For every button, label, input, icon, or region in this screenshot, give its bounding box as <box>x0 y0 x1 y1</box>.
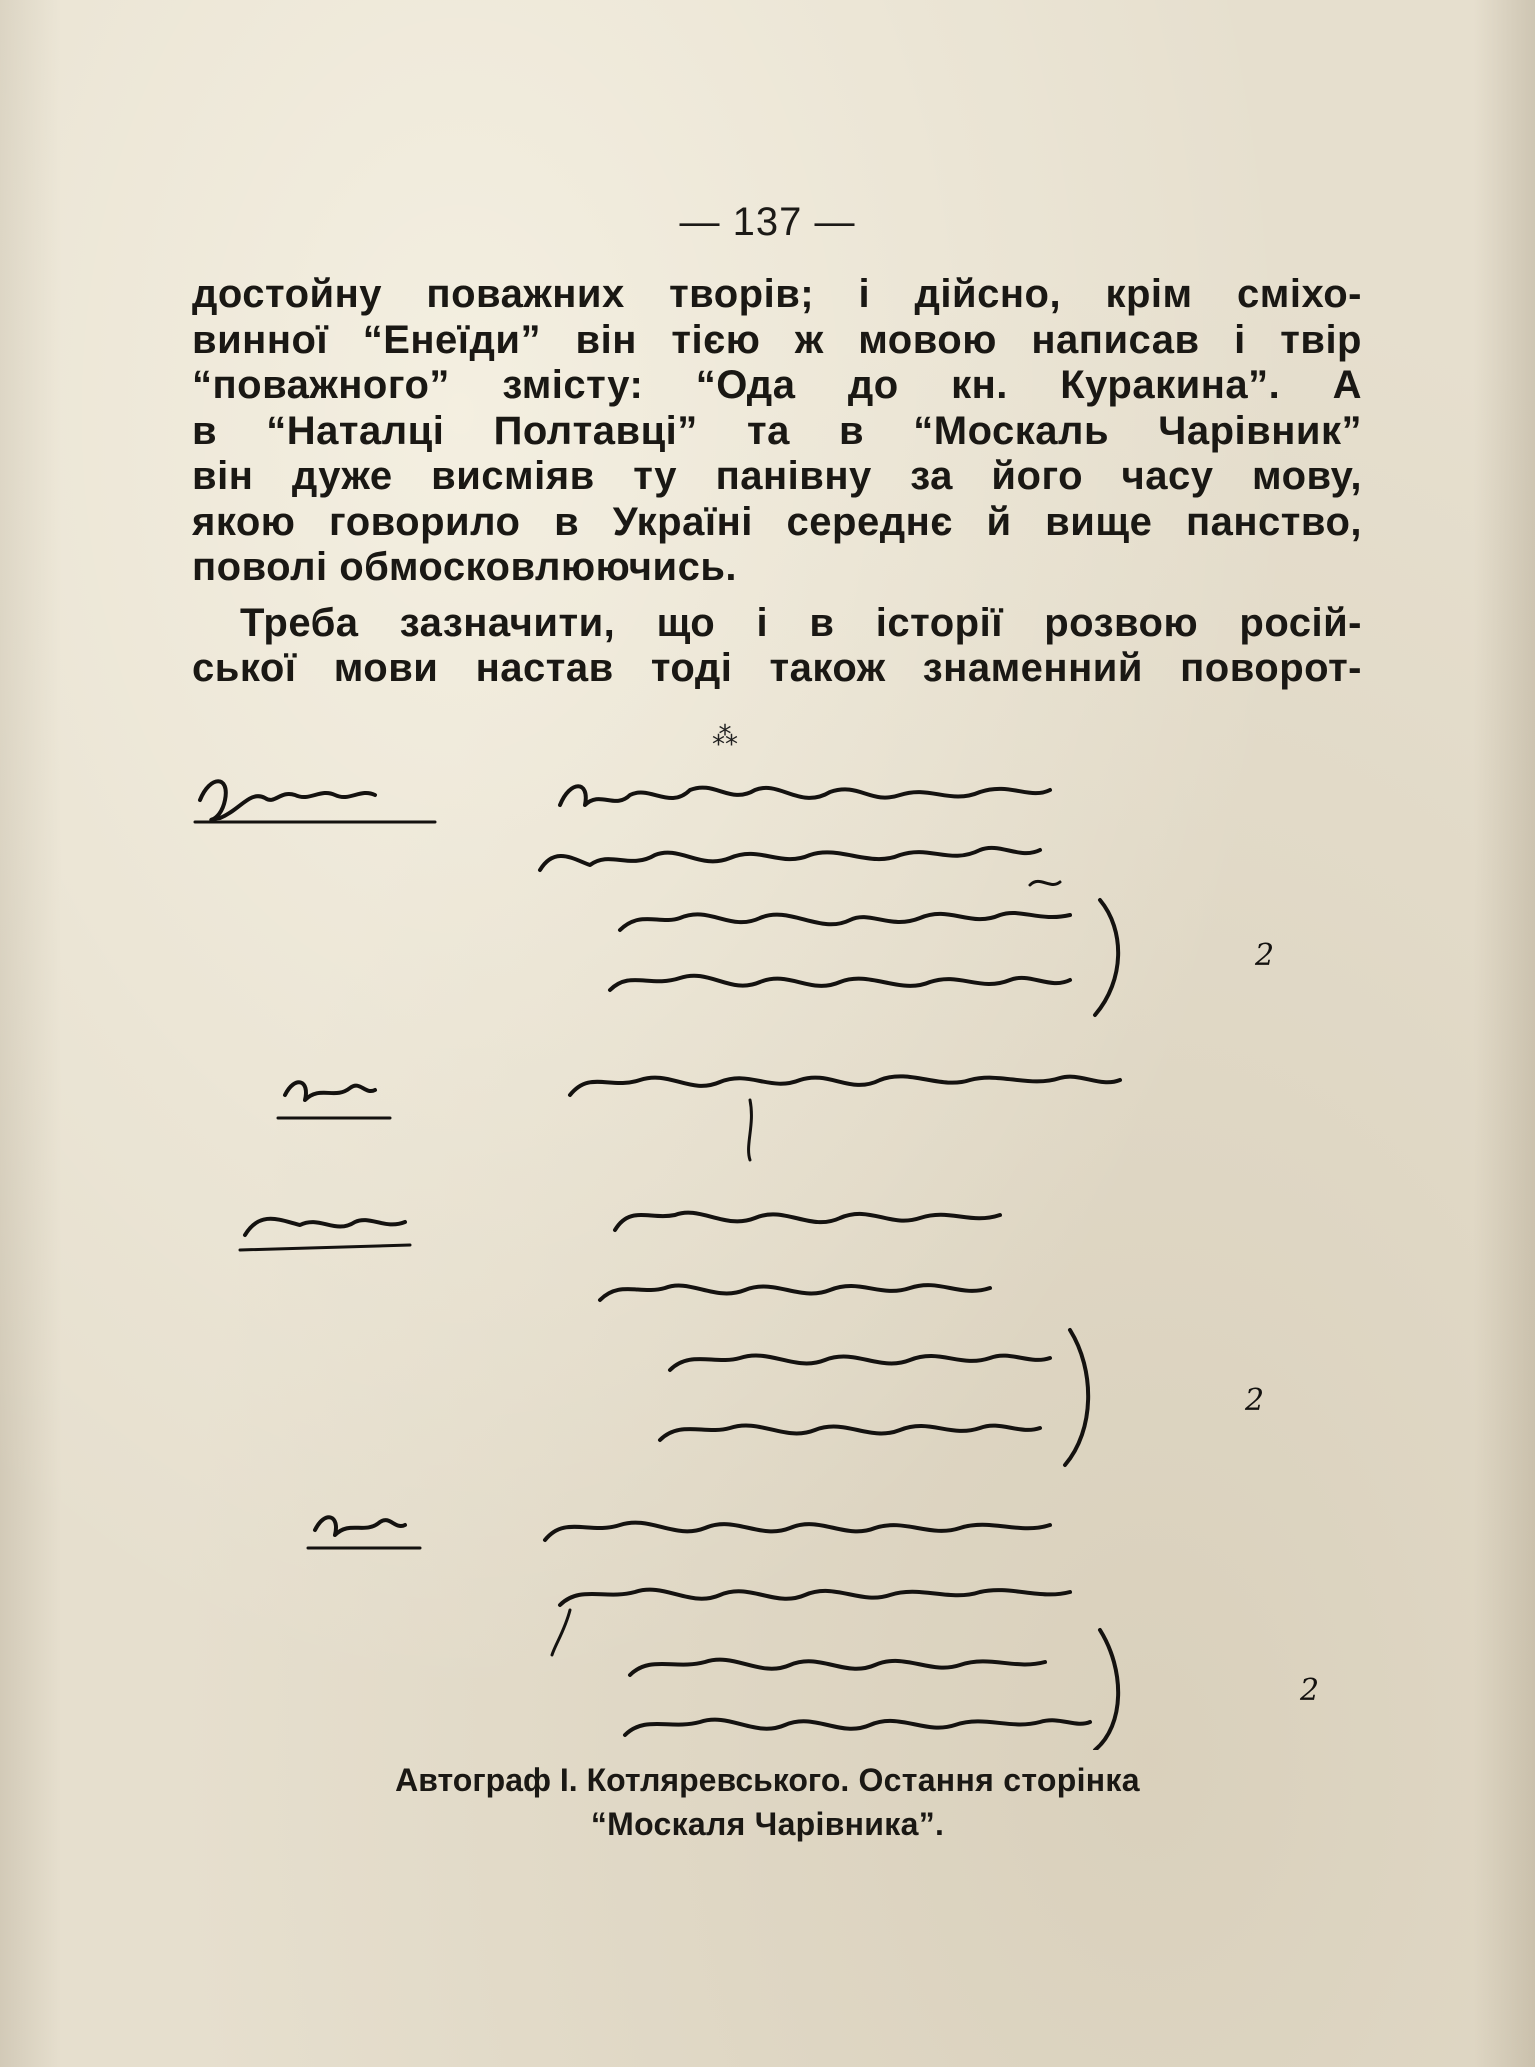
verse-line-scribble <box>660 1425 1040 1440</box>
verse-line-scribble <box>610 976 1070 990</box>
speaker-label-scribble <box>315 1517 405 1535</box>
verse-line-scribble <box>545 1523 1050 1540</box>
bracket-mark <box>1095 1630 1118 1750</box>
body-line: поволі обмосковлюючись. <box>192 545 738 589</box>
speaker-label-scribble <box>200 781 375 820</box>
repeat-mark: 2 <box>1300 1673 1320 1708</box>
handwritten-autograph <box>170 750 1370 1750</box>
verse-line-scribble <box>670 1355 1050 1370</box>
body-line: Треба зазначити, що і в історії розвою росій- <box>240 600 1362 645</box>
caption-author: Автограф І. Котляревського. <box>395 1762 850 1798</box>
repeat-mark: 2 <box>1255 938 1275 973</box>
verse-line-scribble <box>600 1285 990 1300</box>
body-line: якою говорило в Україні середнє й вище панство, <box>192 499 1362 544</box>
handwritten-autograph-icon <box>170 750 1370 1750</box>
speaker-label-scribble <box>285 1082 375 1100</box>
body-line: він дуже висміяв ту панівну за його часу мову, <box>192 454 1362 498</box>
body-line: в “Наталці Полтавці” та в “Москаль Чарівник” <box>192 408 1362 453</box>
page-number: — 137 — <box>679 200 856 244</box>
verse-line-scribble <box>620 913 1070 930</box>
body-line: ської мови настав тоді також знаменний поворот- <box>192 646 1362 690</box>
verse-line-scribble <box>615 1213 1000 1230</box>
verse-line-scribble <box>560 786 1050 805</box>
ornament-asterism: ⁂ <box>712 722 738 752</box>
speaker-label-scribble <box>245 1219 405 1235</box>
body-line: “поважного” змісту: “Ода до кн. Куракина”. А <box>192 363 1362 407</box>
body-text <box>192 272 1362 692</box>
verse-line-scribble <box>570 1076 1120 1095</box>
body-line: винної “Енеїди” він тією ж мовою написав і твір <box>192 317 1362 362</box>
caption-rest: Остання сторінка <box>849 1762 1140 1798</box>
figure-caption <box>0 1758 1535 1846</box>
body-line: достойну поважних творів; і дійсно, крім сміхо- <box>192 272 1362 316</box>
verse-line-scribble <box>560 1590 1070 1605</box>
verse-line-scribble <box>625 1720 1090 1735</box>
caption-line2: “Москаля Чарівника”. <box>590 1806 945 1842</box>
bracket-mark <box>1095 900 1118 1015</box>
bracket-mark <box>1065 1330 1088 1465</box>
verse-line-scribble <box>630 1660 1045 1675</box>
repeat-mark: 2 <box>1245 1383 1265 1418</box>
verse-line-scribble <box>540 848 1040 870</box>
